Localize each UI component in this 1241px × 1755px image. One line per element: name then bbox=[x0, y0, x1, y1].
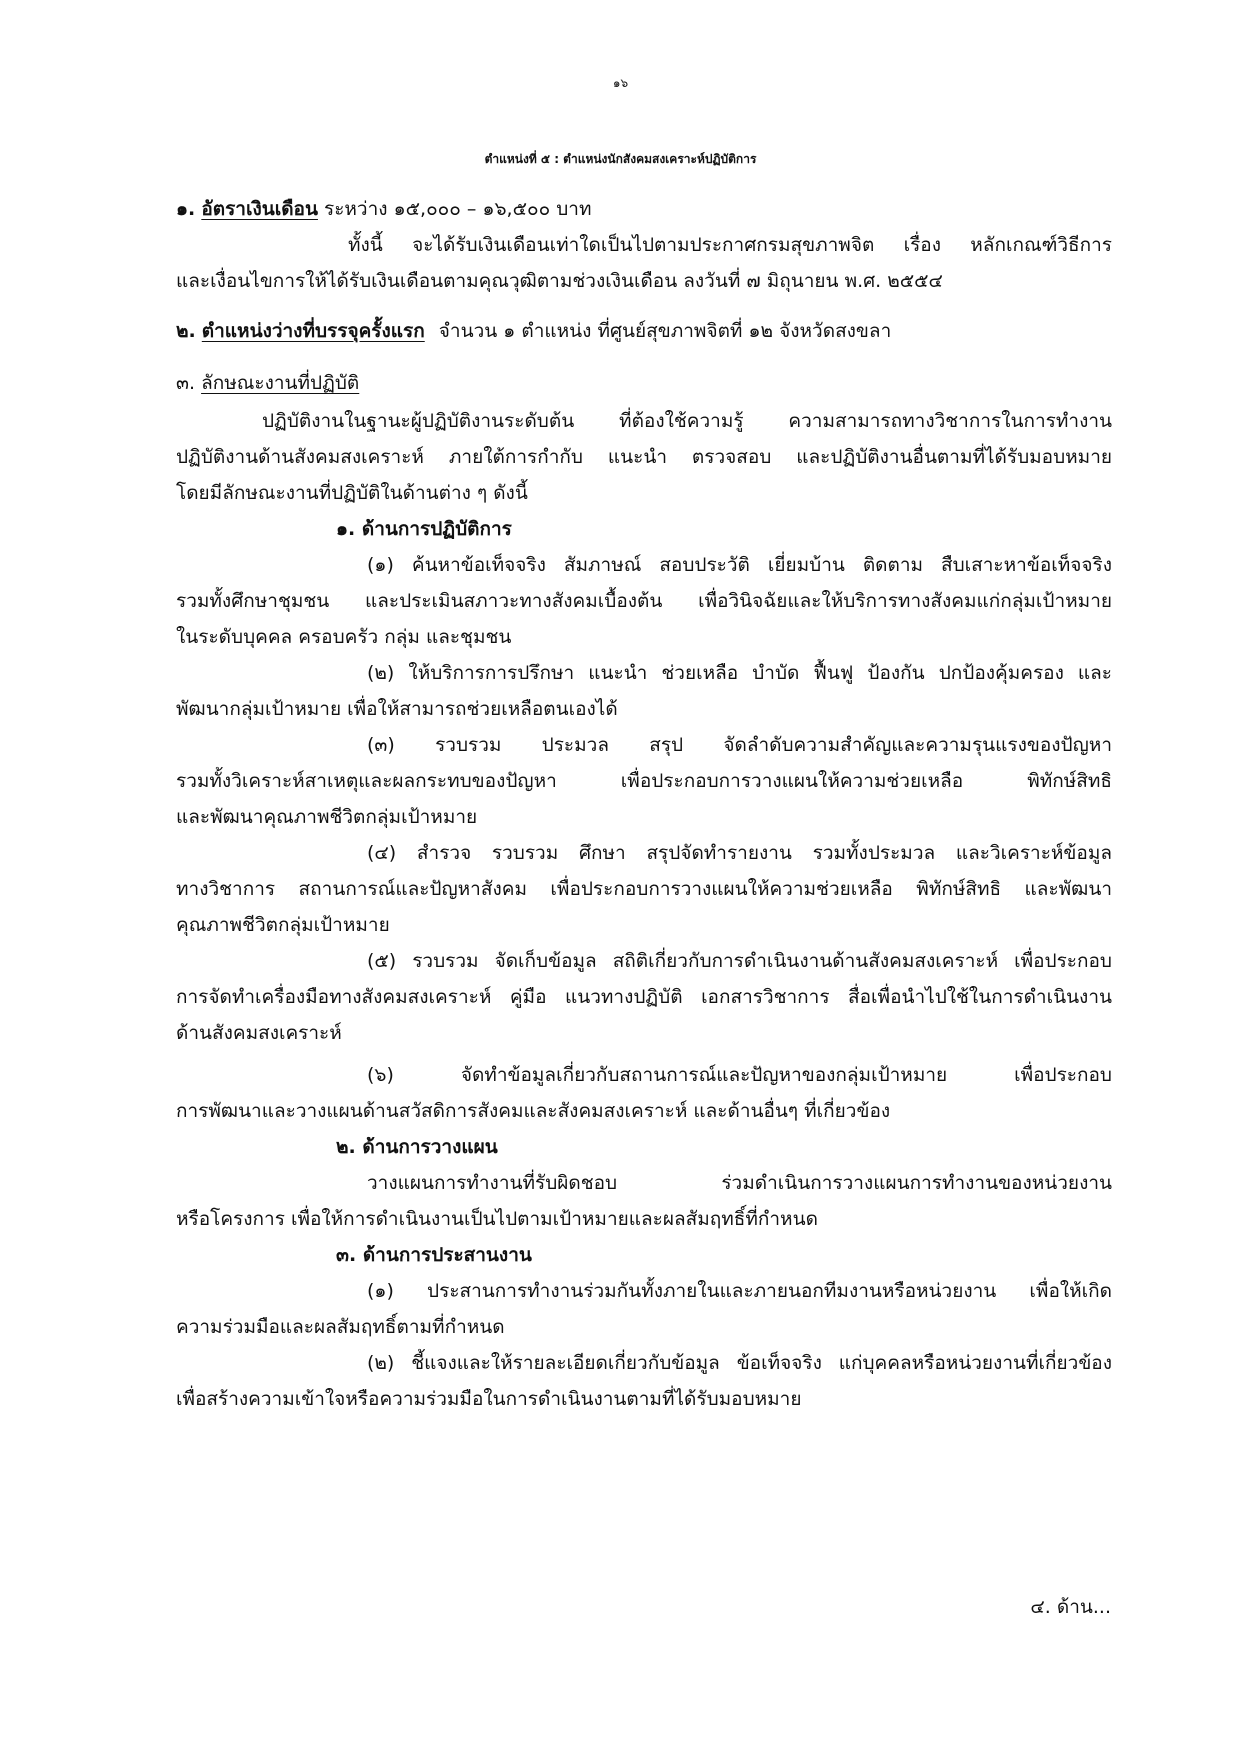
ops-item-3-line-1: (๓) รวบรวม ประมวล สรุป จัดลำดับความสำคัญและความรุนแรงของปัญหา bbox=[367, 734, 1112, 756]
section-2-number: ๒. bbox=[176, 320, 196, 342]
ops-item-6-line-1: (๖) จัดทำข้อมูลเกี่ยวกับสถานการณ์และปัญหาของกลุ่มเป้าหมาย เพื่อประกอบ bbox=[367, 1064, 1112, 1086]
section-3-heading bbox=[176, 366, 359, 400]
ops-item-2-line-1: (๒) ให้บริการการปรึกษา แนะนำ ช่วยเหลือ บำบัด ฟื้นฟู ป้องกัน ปกป้องคุ้มครอง และ bbox=[367, 662, 1112, 684]
ops-item-4-line-2: ทางวิชาการ สถานการณ์และปัญหาสังคม เพื่อประกอบการวางแผนให้ความช่วยเหลือ พิทักษ์สิทธิ และพัฒนา bbox=[176, 878, 1112, 900]
page-title: ตำแหน่งที่ ๕ : ตำแหน่งนักสังคมสงเคราะห์ปฏิบัติการ bbox=[484, 152, 757, 166]
planning-line-2: หรือโครงการ เพื่อให้การดำเนินงานเป็นไปตามเป้าหมายและผลสัมฤทธิ์ที่กำหนด bbox=[176, 1208, 818, 1230]
ops-item-5-line-3: ด้านสังคมสงเคราะห์ bbox=[176, 1022, 342, 1044]
ops-item-1-line-1: (๑) ค้นหาข้อเท็จจริง สัมภาษณ์ สอบประวัติ เยี่ยมบ้าน ติดตาม สืบเสาะหาข้อเท็จจริง bbox=[367, 554, 1112, 576]
next-page-catchword: ๔. ด้าน... bbox=[1030, 1596, 1111, 1618]
ops-item-4-line-3: คุณภาพชีวิตกลุ่มเป้าหมาย bbox=[176, 914, 390, 936]
section-3-intro-line-1: ปฏิบัติงานในฐานะผู้ปฏิบัติงานระดับต้น ที่ต้องใช้ความรู้ ความสามารถทางวิชาการในการทำงาน bbox=[262, 410, 1112, 432]
page-number: ๑๖ bbox=[612, 76, 629, 90]
ops-item-3-line-3: และพัฒนาคุณภาพชีวิตกลุ่มเป้าหมาย bbox=[176, 806, 478, 828]
ops-item-5-line-2: การจัดทำเครื่องมือทางสังคมสงเคราะห์ คู่มือ แนวทางปฏิบัติ เอกสารวิชาการ สื่อเพื่อนำไปใช้ในการดำเนินงาน bbox=[176, 986, 1112, 1008]
section-3-number: ๓. bbox=[176, 372, 196, 394]
section-1-label: อัตราเงินเดือน bbox=[201, 198, 318, 220]
section-1-para-line-2: และเงื่อนไขการให้ได้รับเงินเดือนตามคุณวุฒิตามช่วงเงินเดือน ลงวันที่ ๗ มิถุนายน พ.ศ. ๒๕๕๔ bbox=[176, 270, 943, 292]
section-2-heading bbox=[176, 314, 891, 348]
coord-item-1-line-2: ความร่วมมือและผลสัมฤทธิ์ตามที่กำหนด bbox=[176, 1316, 505, 1338]
coord-item-2-line-1: (๒) ชี้แจงและให้รายละเอียดเกี่ยวกับข้อมูล ข้อเท็จจริง แก่บุคคลหรือหน่วยงานที่เกี่ยวข้อง bbox=[367, 1352, 1112, 1374]
section-3-label: ลักษณะงานที่ปฏิบัติ bbox=[201, 372, 360, 394]
coord-item-2-line-2: เพื่อสร้างความเข้าใจหรือความร่วมมือในการดำเนินงานตามที่ได้รับมอบหมาย bbox=[176, 1388, 802, 1410]
ops-item-5-line-1: (๕) รวบรวม จัดเก็บข้อมูล สถิติเกี่ยวกับการดำเนินงานด้านสังคมสงเคราะห์ เพื่อประกอบ bbox=[367, 950, 1112, 972]
subheading-coordination: ๓. ด้านการประสานงาน bbox=[336, 1244, 532, 1266]
ops-item-1-line-3: ในระดับบุคคล ครอบครัว กลุ่ม และชุมชน bbox=[176, 626, 512, 648]
ops-item-6-line-2: การพัฒนาและวางแผนด้านสวัสดิการสังคมและสังคมสงเคราะห์ และด้านอื่นๆ ที่เกี่ยวข้อง bbox=[176, 1100, 891, 1122]
section-1-heading bbox=[176, 192, 591, 226]
subheading-planning: ๒. ด้านการวางแผน bbox=[336, 1136, 498, 1158]
ops-item-4-line-1: (๔) สำรวจ รวบรวม ศึกษา สรุปจัดทำรายงาน รวมทั้งประมวล และวิเคราะห์ข้อมูล bbox=[367, 842, 1112, 864]
ops-item-2-line-2: พัฒนากลุ่มเป้าหมาย เพื่อให้สามารถช่วยเหลือตนเองได้ bbox=[176, 698, 618, 720]
section-1-number: ๑. bbox=[176, 198, 196, 220]
section-2-text: จำนวน ๑ ตำแหน่ง ที่ศูนย์สุขภาพจิตที่ ๑๒ จังหวัดสงขลา bbox=[438, 320, 892, 342]
section-3-intro-line-3: โดยมีลักษณะงานที่ปฏิบัติในด้านต่าง ๆ ดังนี้ bbox=[176, 482, 528, 504]
section-1-text: ระหว่าง ๑๕,๐๐๐ – ๑๖,๕๐๐ บาท bbox=[324, 198, 592, 220]
planning-line-1: วางแผนการทำงานที่รับผิดชอบ ร่วมดำเนินการวางแผนการทำงานของหน่วยงาน bbox=[367, 1172, 1112, 1194]
subheading-operations: ๑. ด้านการปฏิบัติการ bbox=[336, 518, 512, 540]
ops-item-3-line-2: รวมทั้งวิเคราะห์สาเหตุและผลกระทบของปัญหา เพื่อประกอบการวางแผนให้ความช่วยเหลือ พิทักษ์สิทธิ bbox=[176, 770, 1112, 792]
section-1-para-line-1: ทั้งนี้ จะได้รับเงินเดือนเท่าใดเป็นไปตามประกาศกรมสุขภาพจิต เรื่อง หลักเกณฑ์วิธีการ bbox=[348, 234, 1112, 256]
section-3-intro-line-2: ปฏิบัติงานด้านสังคมสงเคราะห์ ภายใต้การกำกับ แนะนำ ตรวจสอบ และปฏิบัติงานอื่นตามที่ได้รับมอบหมาย bbox=[176, 446, 1112, 468]
coord-item-1-line-1: (๑) ประสานการทำงานร่วมกันทั้งภายในและภายนอกทีมงานหรือหน่วยงาน เพื่อให้เกิด bbox=[367, 1280, 1112, 1302]
ops-item-1-line-2: รวมทั้งศึกษาชุมชน และประเมินสภาวะทางสังคมเบื้องต้น เพื่อวินิจฉัยและให้บริการทางสังคมแก่กลุ่มเป้าหมาย bbox=[176, 590, 1112, 612]
section-2-label: ตำแหน่งว่างที่บรรจุครั้งแรก bbox=[201, 320, 425, 342]
